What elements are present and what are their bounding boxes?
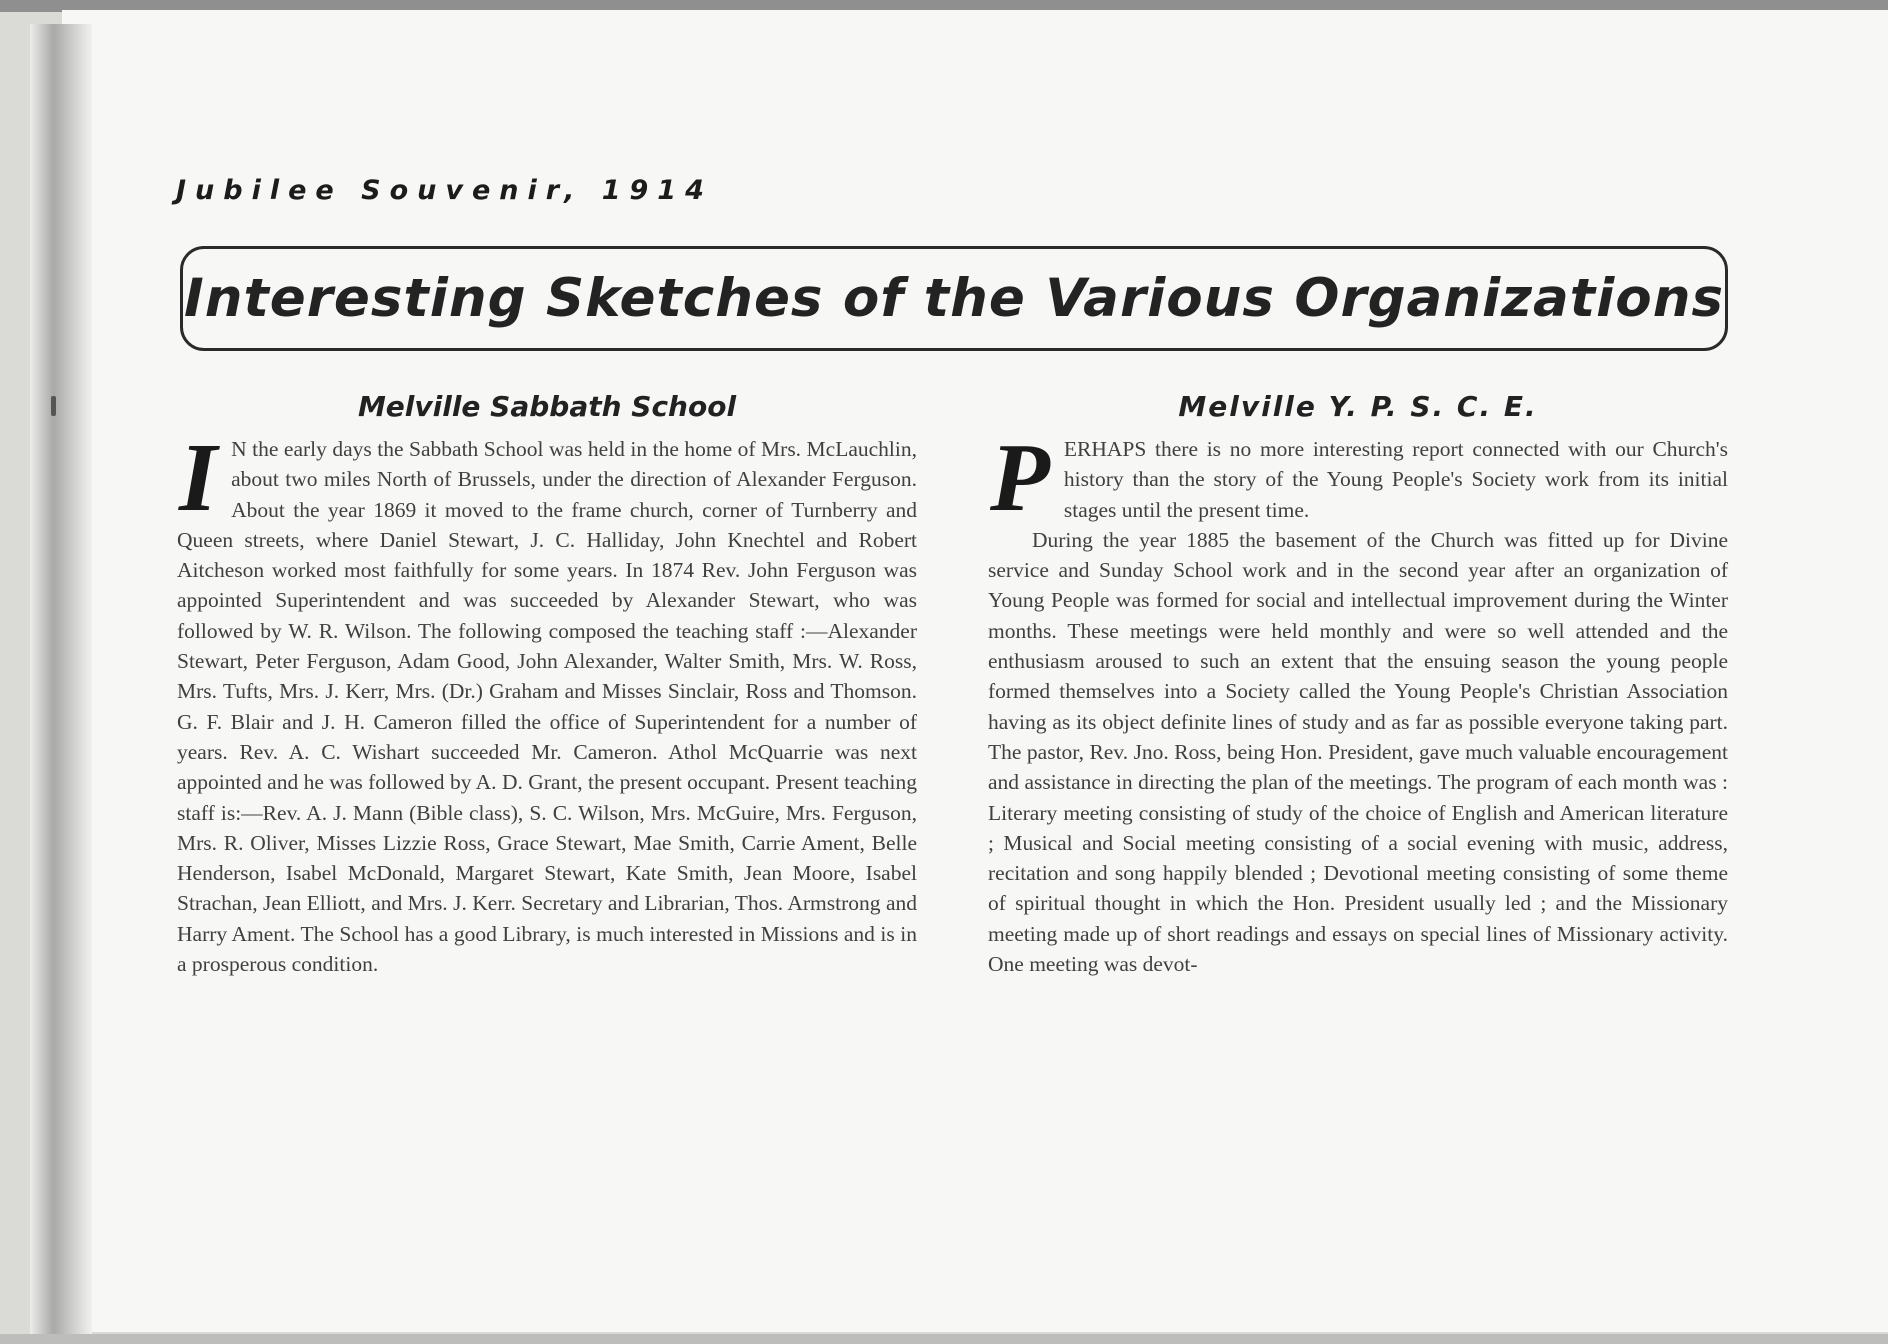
right-article [988, 390, 1728, 979]
article-heading: Melville Y. P. S. C. E. [1178, 390, 1538, 423]
title-banner [180, 246, 1728, 351]
book-spine-shadow [30, 24, 92, 1334]
scan-bottom-edge [0, 1334, 1888, 1344]
article-paragraph [988, 424, 1728, 532]
article-paragraph: During the year 1885 the basement of the Church was fitted up for Divine service and Sunday School work and in the second year after an organization of Young People was formed for social and intellectual improvement during the Winter months. These meetings were held monthly and were so well attended and the enthusiasm aroused to such an extent that the ensuing season the young people formed themselves into a Society called the Young People's Christian Association having as its object definite lines of study and as far as possible everyone taking part. The pastor, Rev. Jno. Ross, being Hon. President, gave much valuable encouragement and assistance in directing the plan of the meetings. The program of each month was : Literary meeting consisting of study of the choice of English and American literature ; Musical and Social meeting consisting of a social evening with music, address, recitation and song happily blended ; Devotional meeting consisting of some theme of spiritual thought in which the Hon. President usually led ; and the Missionary meeting made up of short readings and essays on special lines of Missionary activity. One meeting was devot- [988, 527, 1728, 977]
drop-cap: P [990, 424, 1050, 532]
article-text: ERHAPS there is no more interesting report connected with our Church's history than the story of the Young People's Society work from its initial stages until the present time. [1063, 437, 1728, 522]
article-heading: Melville Sabbath School [357, 390, 737, 423]
drop-cap: I [179, 424, 218, 532]
article-body [177, 424, 917, 979]
banner-title: Interesting Sketches of the Various Organizations [184, 268, 1724, 329]
running-header: Jubilee Souvenir, 1914 [176, 175, 713, 206]
left-article [177, 390, 917, 979]
article-text: N the early days the Sabbath School was held in the home of Mrs. McLauchlin, about two miles North of Brussels, under the direction of Alexander Ferguson. About the year 1869 it moved to the frame church, corner of Turnberry and Queen streets, where Daniel Stewart, J. C. Halliday, John Knechtel and Robert Aitcheson worked most faithfully for some years. In 1874 Rev. John Ferguson was appointed Superintendent and was succeeded by Alexander Stewart, who was followed by W. R. Wilson. The following composed the teaching staff :—Alexander Stewart, Peter Ferguson, Adam Good, John Alexander, Walter Smith, Mrs. W. Ross, Mrs. Tufts, Mrs. J. Kerr, Mrs. (Dr.) Graham and Misses Sinclair, Ross and Thomson. G. F. Blair and J. H. Cameron filled the office of Superintendent for a number of years. Rev. A. C. Wishart succeeded Mr. Cameron. Athol McQuarrie was next appointed and he was followed by A. D. Grant, the present occupant. Present teaching staff is:—Rev. A. J. Mann (Bible class), S. C. Wilson, Mrs. McGuire, Mrs. Ferguson, Mrs. R. Oliver, Misses Lizzie Ross, Grace Stewart, Mae Smith, Carrie Ament, Belle Henderson, Isabel McDonald, Margaret Stewart, Kate Smith, Jean Moore, Isabel Strachan, Jean Elliott, and Mrs. J. Kerr. Secretary and Librarian, Thos. Armstrong and Harry Ament. The School has a good Library, is much interested in Missions and is in a prosperous condition. [177, 437, 917, 977]
spine-mark [51, 396, 56, 416]
